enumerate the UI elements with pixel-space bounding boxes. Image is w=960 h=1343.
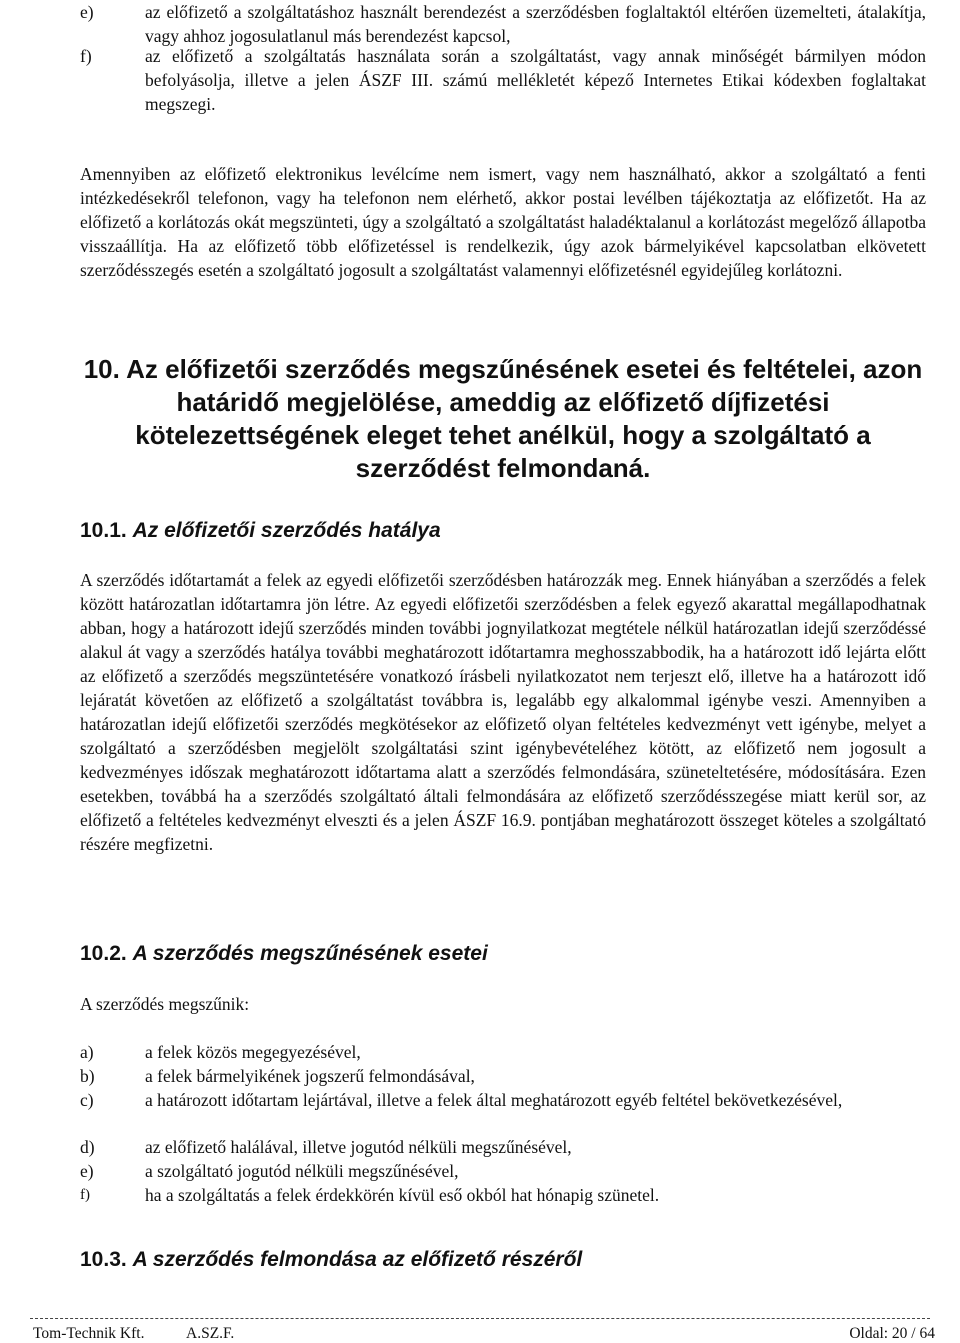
list-item-text: az előfizető a szolgáltatás használata során a szolgáltatást, vagy annak minőségét bármilyen módon befolyásolja, illetve a jelen ÁSZF III. számú mellékletét képező Internetes Etikai kódexben foglaltakat megszegi. xyxy=(145,46,926,114)
footer-document: A.SZ.F. xyxy=(186,1325,235,1342)
section-10-2-number: 10.2. xyxy=(80,942,127,965)
list-item-text: az előfizető halálával, illetve jogutód nélküli megszűnésével, xyxy=(145,1137,572,1157)
list-item-text: a felek bármelyikének jogszerű felmondásával, xyxy=(145,1066,475,1086)
list-item-label: f) xyxy=(80,46,92,66)
section-10-title: Az előfizetői szerződés megszűnésének esetei és feltételei, azon határidő megjelölése, ameddig az előfizető díjfizetési kötelezettségének eleget tehet anélkül, hogy a szolgáltató a szerződést felmondaná. xyxy=(126,354,923,483)
section-10-1-body: A szerződés időtartamát a felek az egyedi előfizetői szerződésben határozzák meg. Ennek hiányában a szerződés a felek között határozatlan időtartamra jön létre. Az egyedi előfizetői szerződésben a felek egyező akarattal megállapodhatnak abban, hogy a határozott idejű szerződés minden további jognyilatkozat megtétele nélkül határozatlan idejű szerződéssé alakul át vagy a szerződés hatálya további meghatározott időtartamra meghosszabbodik, ha a határozott idő lejárta előtt az előfizető a szerződés megszüntetésére vonatkozó írásbeli nyilatkozatot nem terjeszt elő, illetve ha a határozott idő lejáratát követően az előfizető a szolgáltatást továbbra is, legalább egy alkalommal igénybe veszi. Amennyiben a határozatlan idejű előfizetői szerződés megkötésekor az előfizető olyan feltételes kedvezményt vett igénybe, melyet a szolgáltató a szerződésben megjelölt szolgáltatási szint igénybevételéhez kötött, az előfizető nem jogosult a kedvezményes időszak meghatározott időtartama alatt a szerződés felmondására, szüneteltetésére, módosítására. Ezen esetekben, továbbá ha a szerződés szolgáltató általi felmondására az előfizető szerződésszegése miatt kerül sor, az előfizető a feltételes kedvezményt elveszti és a jelen ÁSZF 16.9. pontjában meghatározott összeget köteles a szolgáltató részére megfizetni. xyxy=(80,570,926,854)
list-item xyxy=(80,44,926,116)
section-10-2-intro: A szerződés megszűnik: xyxy=(80,994,250,1014)
footer-page-number: Oldal: 20 / 64 xyxy=(849,1325,935,1342)
section-10-3-heading xyxy=(80,1247,582,1273)
section-10-1-heading xyxy=(80,518,441,544)
list-item-label: a) xyxy=(80,1042,94,1062)
section-10-2-heading xyxy=(80,941,488,967)
list-item-text: az előfizető a szolgáltatáshoz használt berendezést a szerződésben foglaltaktól eltérően üzemelteti, átalakítja, vagy ahhoz jogosulatlanul más berendezést kapcsol, xyxy=(145,2,926,46)
list-item-label: d) xyxy=(80,1137,95,1157)
section-10-2-title: A szerződés megszűnésének esetei xyxy=(132,942,488,965)
section-10-3-number: 10.3. xyxy=(80,1248,127,1271)
section-10-1-number: 10.1. xyxy=(80,519,127,542)
section-10-1-title: Az előfizetői szerződés hatálya xyxy=(132,519,441,542)
list-item xyxy=(80,0,926,48)
list-item-label: b) xyxy=(80,1066,95,1086)
list-item-text: a határozott időtartam lejártával, illetve a felek által meghatározott egyéb feltétel bekövetkezésével, xyxy=(145,1090,843,1110)
section-10-3-title: A szerződés felmondása az előfizető részéről xyxy=(132,1248,583,1271)
list-item-text: a szolgáltató jogutód nélküli megszűnésével, xyxy=(145,1161,459,1181)
paragraph-restriction-notice: Amennyiben az előfizető elektronikus levélcíme nem ismert, vagy nem használható, akkor a szolgáltató a fenti intézkedésekről telefonon, vagy ha telefonon nem elérhető, akkor postai levélben tájékoztatja az előfizetőt. Ha az előfizető a korlátozás okát megszünteti, úgy a szolgáltató a szolgáltatást haladéktalanul a korlátozást megelőző állapotba visszaállítja. Ha az előfizető több előfizetéssel is rendelkezik, úgy azok bármelyikével kapcsolatban elkövetett szerződésszegés esetén a szolgáltató jogosult a szolgáltatást valamennyi előfizetésnél egyidejűleg korlátozni. xyxy=(80,164,926,280)
list-item-text: ha a szolgáltatás a felek érdekkörén kívül eső okból hat hónapig szünetel. xyxy=(145,1185,660,1205)
list-item-label: f) xyxy=(80,1187,90,1203)
footer-company: Tom-Technik Kft. xyxy=(33,1325,145,1342)
list-item-label: e) xyxy=(80,2,94,22)
list-item-text: a felek közös megegyezésével, xyxy=(145,1042,361,1062)
footer-divider xyxy=(30,1318,930,1319)
section-10-heading xyxy=(80,353,926,485)
list-item-label: c) xyxy=(80,1090,94,1110)
list-item-label: e) xyxy=(80,1161,94,1181)
section-10-number: 10. xyxy=(83,354,120,384)
